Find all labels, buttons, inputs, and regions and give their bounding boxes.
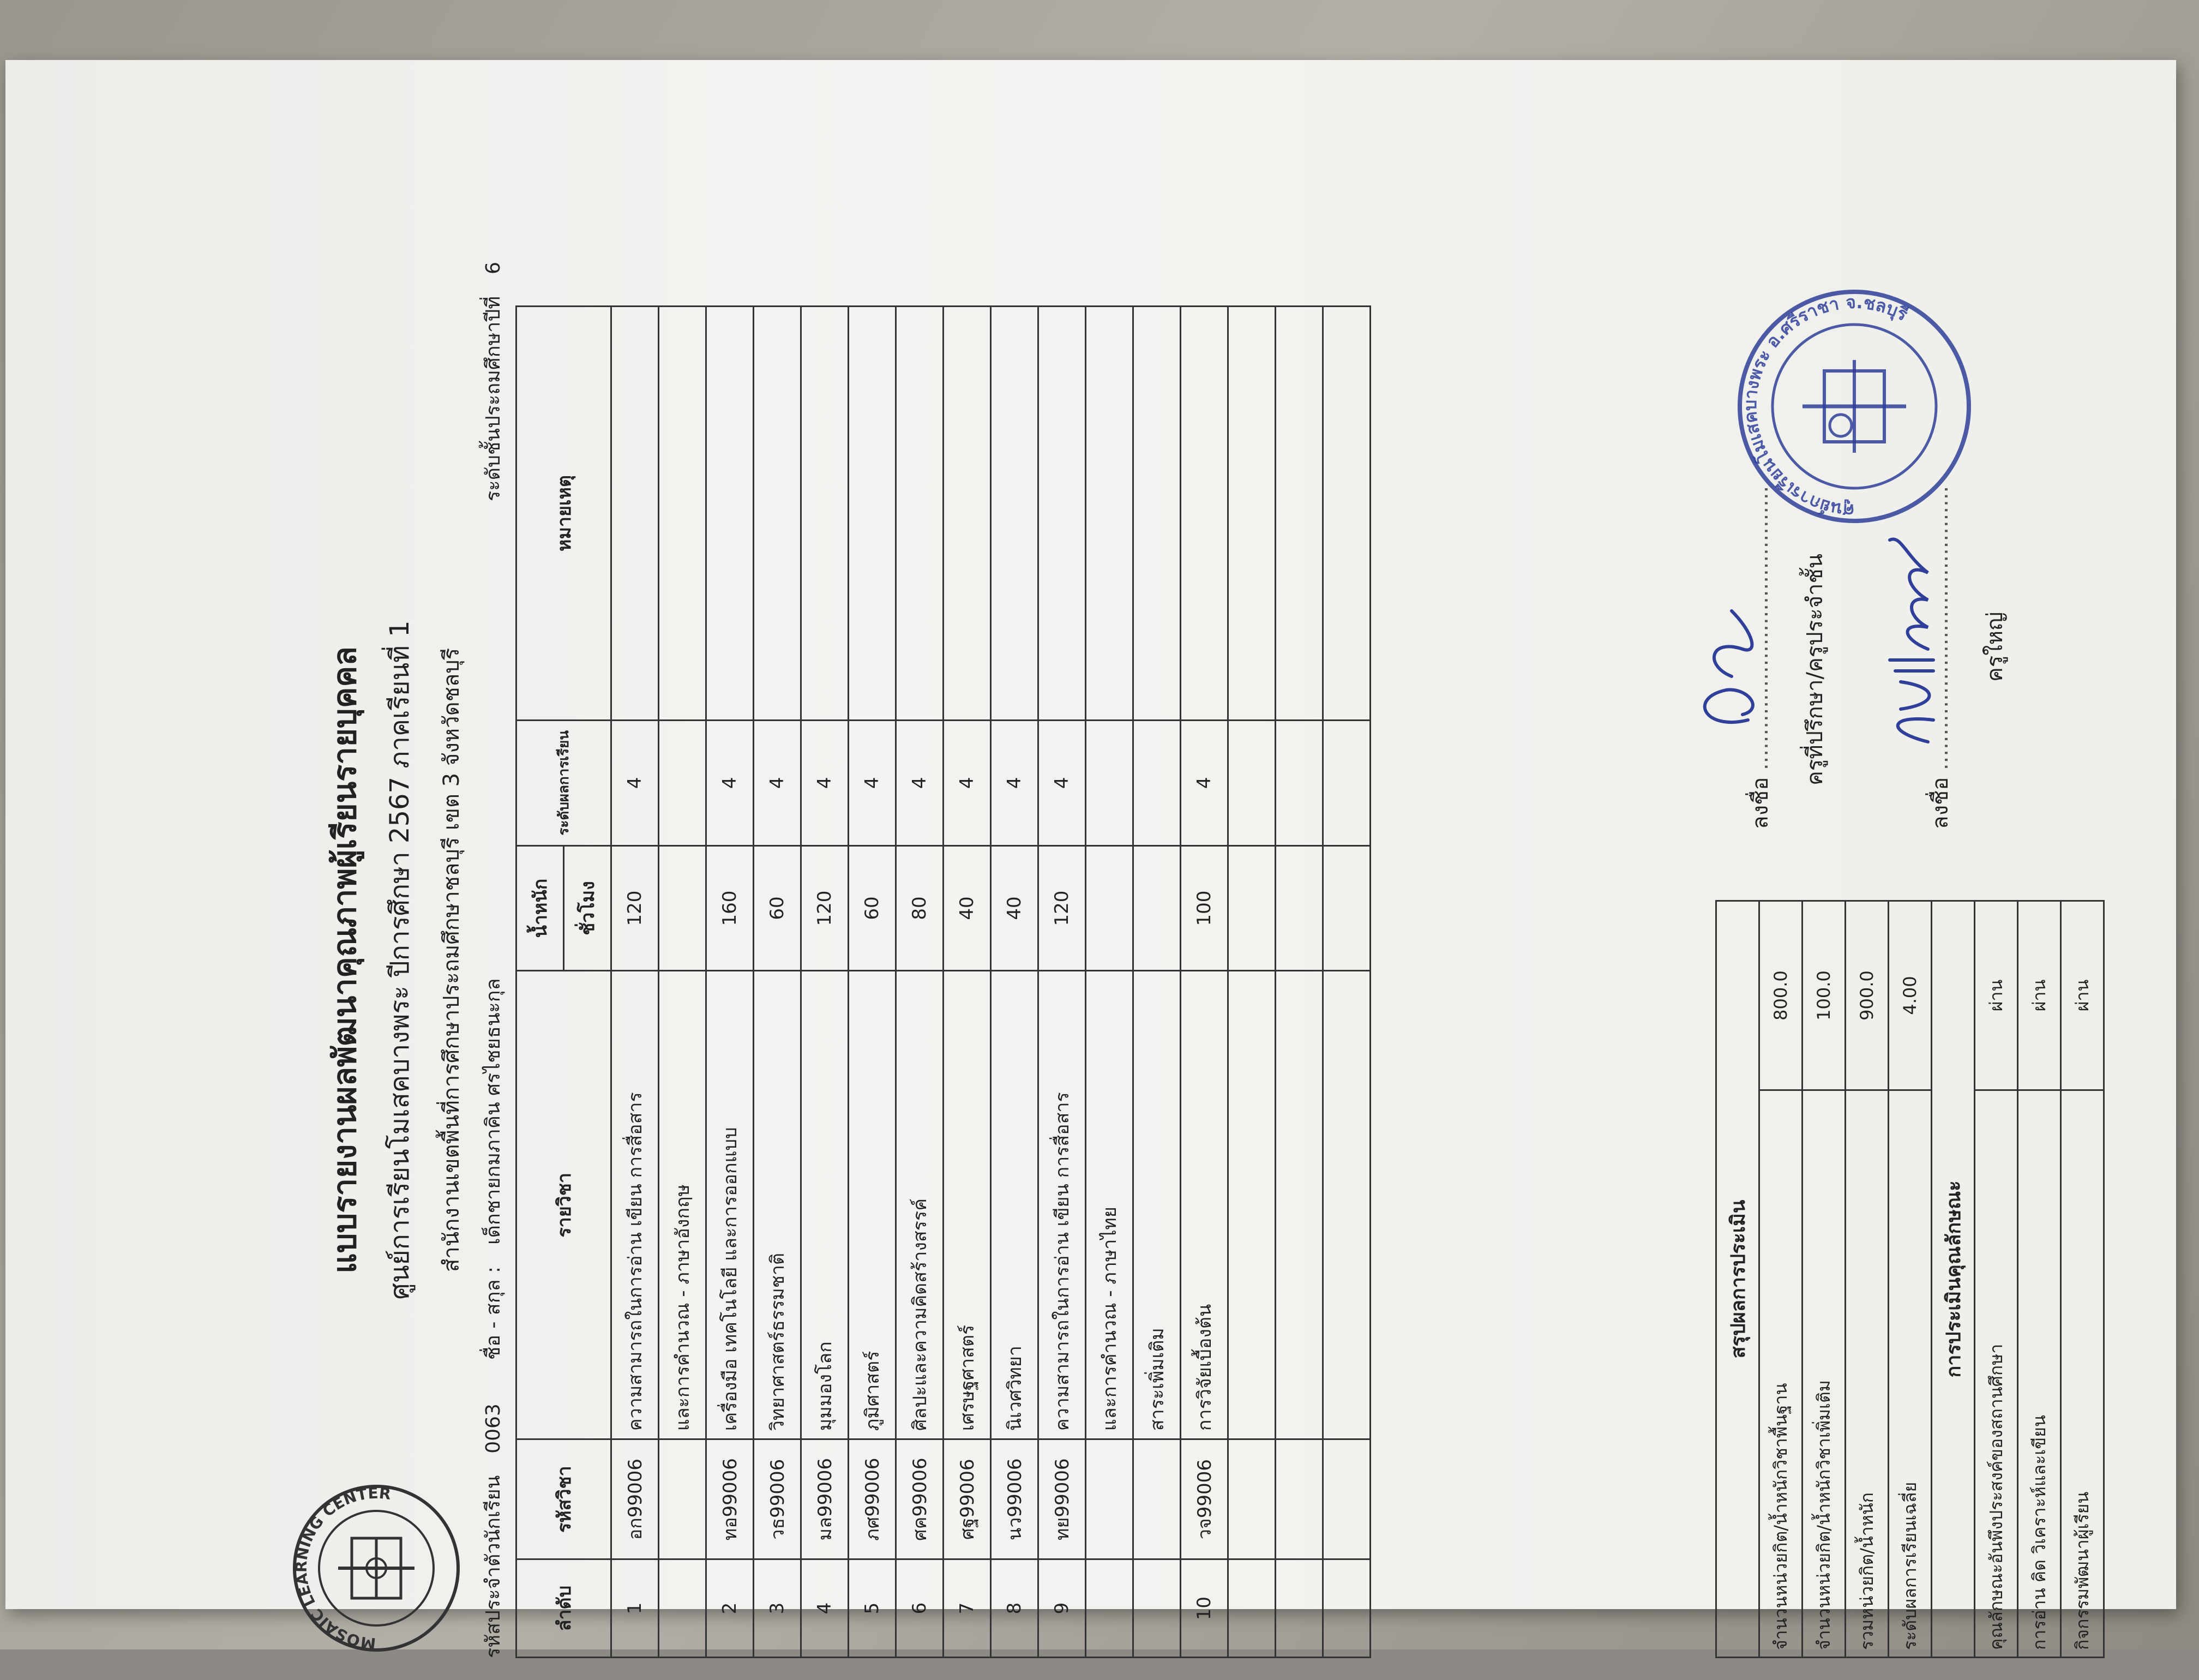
cell-code: วธ99006 (754, 1439, 801, 1559)
cell-hours (1228, 845, 1276, 971)
cell-remark (896, 307, 944, 721)
cell-remark (659, 307, 706, 721)
cell-subject: ความสามารถในการอ่าน เขียน การสื่อสาร (1038, 971, 1086, 1439)
student-id-value: 0063 (482, 1403, 504, 1454)
cell-no: 6 (896, 1559, 944, 1658)
grades-table (515, 305, 1371, 1658)
head-signature-icon (1868, 524, 1955, 753)
head-sign-label: ลงชื่อ (1928, 777, 1953, 829)
cell-level: 4 (801, 720, 849, 845)
cell-subject (1276, 971, 1323, 1439)
document-sheet (5, 60, 2176, 1658)
cell-subject: เศรษฐศาสตร์ (944, 971, 991, 1439)
summary-row (1803, 901, 1846, 1658)
characteristic-row (2018, 901, 2061, 1658)
cell-no (1276, 1559, 1323, 1658)
advisor-dots: ......................................... (1748, 485, 1773, 771)
cell-level (1228, 720, 1276, 845)
table-row (706, 307, 754, 1658)
student-level-value: 6 (482, 262, 504, 274)
cell-subject: และการคำนวณ - ภาษาไทย (1086, 971, 1133, 1439)
cell-code: อก99006 (611, 1439, 659, 1559)
cell-level (1323, 720, 1371, 845)
cell-subject: และการคำนวณ - ภาษาอังกฤษ (659, 971, 706, 1439)
cell-hours: 120 (1038, 845, 1086, 971)
cell-code (1133, 1439, 1181, 1559)
cell-hours: 80 (896, 845, 944, 971)
cell-no (1228, 1559, 1276, 1658)
summary-body (1716, 901, 2104, 1658)
stamp-ring-text: ศูนย์การเรียนโมเสคบางพระ อ.ศรีราชา จ.ชลบุรี (1739, 291, 1911, 521)
cell-code: ภศ99006 (849, 1439, 896, 1559)
cell-subject: ความสามารถในการอ่าน เขียน การสื่อสาร (611, 971, 659, 1439)
summary-row-label: รวมหน่วยกิต/น้ำหนัก (1846, 1090, 1889, 1658)
summary-row-label: จำนวนหน่วยกิต/น้ำหนักวิชาพื้นฐาน (1759, 1090, 1803, 1658)
table-row (1038, 307, 1086, 1658)
table-row (1181, 307, 1228, 1658)
cell-hours: 120 (611, 845, 659, 971)
grades-body (611, 307, 1371, 1658)
cell-hours: 40 (991, 845, 1038, 971)
rotated-document (243, 240, 2199, 1680)
cell-no: 4 (801, 1559, 849, 1658)
report-title: แบบรายงานผลพัฒนาคุณภาพผู้เรียนรายบุคคล (326, 646, 363, 1274)
characteristic-row-label: การอ่าน คิด วิเคราะห์และเขียน (2018, 1090, 2061, 1658)
cell-remark (801, 307, 849, 721)
cell-level: 4 (611, 720, 659, 845)
cell-remark (1276, 307, 1323, 721)
cell-code: ทย99006 (1038, 1439, 1086, 1559)
table-row (659, 307, 706, 1658)
cell-level: 4 (944, 720, 991, 845)
cell-code: ศค99006 (896, 1439, 944, 1559)
student-info (477, 262, 508, 1658)
summary-row (1889, 901, 1932, 1658)
cell-remark (754, 307, 801, 721)
student-id-label: รหัสประจำตัวนักเรียน (482, 1475, 504, 1658)
cell-subject: ศิลปะและความคิดสร้างสรรค์ (896, 971, 944, 1439)
cell-level: 4 (706, 720, 754, 845)
table-row (944, 307, 991, 1658)
table-row (849, 307, 896, 1658)
cell-code (1086, 1439, 1133, 1559)
table-row (801, 307, 849, 1658)
cell-subject: การวิจัยเบื้องต้น (1181, 971, 1228, 1439)
cell-no: 8 (991, 1559, 1038, 1658)
cell-remark (944, 307, 991, 721)
advisor-role: ครูที่ปรึกษา/ครูประจำชั้น (1803, 554, 1828, 785)
table-row (611, 307, 659, 1658)
characteristic-row-value: ผ่าน (1975, 901, 2018, 1090)
cell-code: นว99006 (991, 1439, 1038, 1559)
characteristic-row-value: ผ่าน (2018, 901, 2061, 1090)
cell-code: มล99006 (801, 1439, 849, 1559)
summary-title: สรุปผลการประเมิน (1716, 901, 1759, 1658)
cell-hours: 40 (944, 845, 991, 971)
cell-hours: 100 (1181, 845, 1228, 971)
cell-remark (611, 307, 659, 721)
cell-code (1276, 1439, 1323, 1559)
cell-remark (706, 307, 754, 721)
cell-no: 2 (706, 1559, 754, 1658)
cell-no (1323, 1559, 1371, 1658)
header-weight: น้ำหนัก (516, 845, 564, 971)
advisor-sign-label: ลงชื่อ (1748, 777, 1773, 829)
header-remark: หมายเหตุ (516, 307, 611, 721)
header-hours: ชั่วโมง (564, 845, 611, 971)
cell-no (1086, 1559, 1133, 1658)
summary-row-value: 100.0 (1803, 901, 1846, 1090)
cell-subject: นิเวศวิทยา (991, 971, 1038, 1439)
characteristics-title: การประเมินคุณลักษณะ (1932, 901, 1975, 1658)
office-line: สำนักงานเขตพื้นที่การศึกษาประถมศึกษาชลบุรี เขต 3 จังหวัดชลบุรี (439, 647, 464, 1273)
summary-row-label: ระดับผลการเรียนเฉลี่ย (1889, 1090, 1932, 1658)
summary-row-label: จำนวนหน่วยกิต/น้ำหนักวิชาเพิ่มเติม (1803, 1090, 1846, 1658)
summary-row-value: 900.0 (1846, 901, 1889, 1090)
advisor-signature-icon (1683, 589, 1775, 742)
summary-table (1715, 900, 2105, 1658)
cell-remark (1038, 307, 1086, 721)
characteristic-row (2061, 901, 2104, 1658)
cell-remark (1086, 307, 1133, 721)
cell-level: 4 (896, 720, 944, 845)
characteristic-row-label: คุณลักษณะอันพึงประสงค์ของสถานศึกษา (1975, 1090, 2018, 1658)
cell-hours (1086, 845, 1133, 971)
characteristics-header-row (1932, 901, 1975, 1658)
cell-subject (1323, 971, 1371, 1439)
logo-ring-text: MOSAIC LEARNING CENTER (292, 1484, 392, 1653)
cell-code: ศฐ99006 (944, 1439, 991, 1559)
cell-remark (1228, 307, 1276, 721)
student-name-label: ชื่อ - สกุล : (482, 1266, 504, 1360)
header-subject: รายวิชา (516, 971, 611, 1439)
cell-level: 4 (754, 720, 801, 845)
table-row (991, 307, 1038, 1658)
header-code: รหัสวิชา (516, 1439, 611, 1559)
cell-remark (1323, 307, 1371, 721)
table-row (1228, 307, 1276, 1658)
cell-no: 3 (754, 1559, 801, 1658)
cell-hours: 60 (849, 845, 896, 971)
cell-hours (1133, 845, 1181, 971)
cell-code (1323, 1439, 1371, 1559)
table-row (754, 307, 801, 1658)
cell-remark (849, 307, 896, 721)
header-no: ลำดับ (516, 1559, 611, 1658)
cell-subject: มุมมองโลก (801, 971, 849, 1439)
cell-level (1276, 720, 1323, 845)
cell-no: 1 (611, 1559, 659, 1658)
table-row (1323, 307, 1371, 1658)
table-row (1276, 307, 1323, 1658)
cell-level: 4 (991, 720, 1038, 845)
cell-remark (991, 307, 1038, 721)
characteristic-row (1975, 901, 2018, 1658)
cell-no: 9 (1038, 1559, 1086, 1658)
cell-remark (1133, 307, 1181, 721)
cell-subject: เครื่องมือ เทคโนโลยี และการออกแบบ (706, 971, 754, 1439)
cell-remark (1181, 307, 1228, 721)
cell-no (659, 1559, 706, 1658)
cell-hours: 120 (801, 845, 849, 971)
cell-hours (659, 845, 706, 971)
cell-level (659, 720, 706, 845)
head-role: ครูใหญ่ (1982, 611, 2008, 682)
cell-code: วจ99006 (1181, 1439, 1228, 1559)
summary-row-value: 4.00 (1889, 901, 1932, 1090)
cell-level (1086, 720, 1133, 845)
center-line: ศูนย์การเรียนโมเสคบางพระ ปีการศึกษา 2567 ภาคเรียนที่ 1 (384, 620, 415, 1300)
cell-no: 10 (1181, 1559, 1228, 1658)
summary-row (1759, 901, 1803, 1658)
head-dots: ......................................... (1928, 485, 1953, 771)
cell-level: 4 (849, 720, 896, 845)
cell-level: 4 (1038, 720, 1086, 845)
cell-subject (1228, 971, 1276, 1439)
student-level-label: ระดับชั้นประถมศึกษาปีที่ (482, 296, 504, 502)
header-level: ระดับผลการเรียน (516, 720, 611, 845)
cell-no (1133, 1559, 1181, 1658)
cell-subject: ภูมิศาสตร์ (849, 971, 896, 1439)
cell-level: 4 (1181, 720, 1228, 845)
cell-code: ทอ99006 (706, 1439, 754, 1559)
cell-no: 5 (849, 1559, 896, 1658)
cell-hours (1276, 845, 1323, 971)
cell-level (1133, 720, 1181, 845)
characteristic-row-label: กิจกรรมพัฒนาผู้เรียน (2061, 1090, 2104, 1658)
cell-subject: สาระเพิ่มเติม (1133, 971, 1181, 1439)
summary-row-value: 800.0 (1759, 901, 1803, 1090)
cell-hours: 60 (754, 845, 801, 971)
cell-code (1228, 1439, 1276, 1559)
student-name-value: เด็กชายกมภาคิน ศรไชยธนะกุล (482, 978, 504, 1245)
cell-no: 7 (944, 1559, 991, 1658)
cell-code (659, 1439, 706, 1559)
cell-hours: 160 (706, 845, 754, 971)
official-stamp-icon (1732, 284, 1977, 529)
summary-row (1846, 901, 1889, 1658)
cell-hours (1323, 845, 1371, 971)
table-row (1133, 307, 1181, 1658)
table-row (896, 307, 944, 1658)
table-row (1086, 307, 1133, 1658)
cell-subject: วิทยาศาสตร์ธรรมชาติ (754, 971, 801, 1439)
characteristic-row-value: ผ่าน (2061, 901, 2104, 1090)
